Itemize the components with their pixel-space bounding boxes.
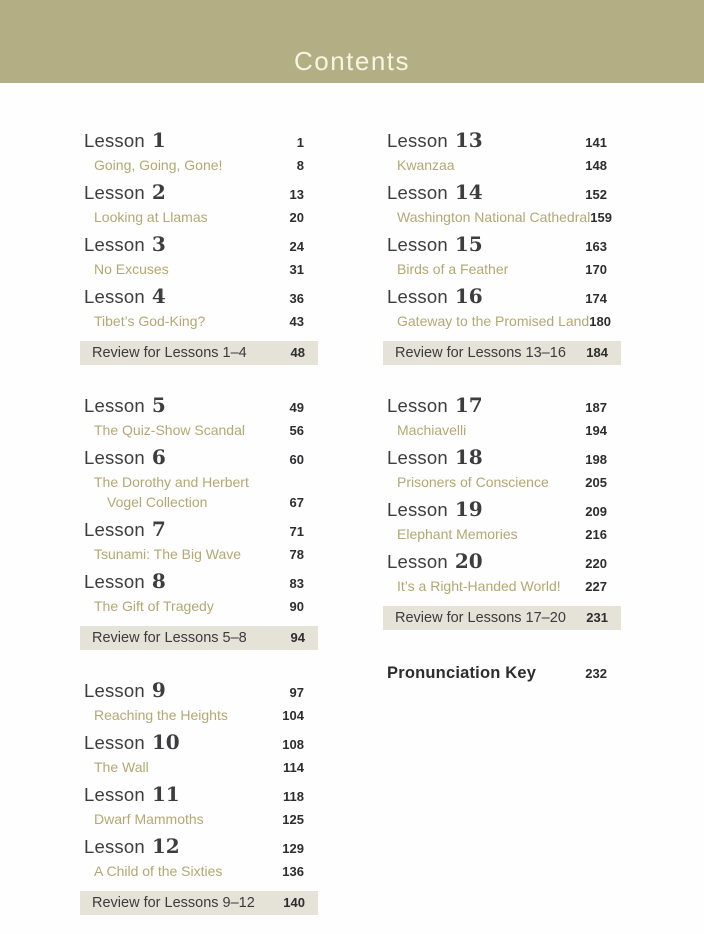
lesson-heading-row (80, 730, 318, 757)
lesson-page-number: 1 (296, 135, 304, 150)
lesson-number: 10 (151, 730, 180, 754)
lesson-subtitle-row (383, 420, 621, 441)
lesson-subtitle-row (80, 472, 318, 492)
review-page-number: 48 (290, 345, 305, 360)
toc-lesson-entry (383, 128, 621, 176)
review-label: Review for Lessons 5–8 (92, 630, 247, 646)
lesson-number: 14 (454, 180, 483, 204)
subtitle-page-number: 227 (585, 579, 607, 594)
lesson-title (387, 232, 483, 259)
lesson-title (84, 393, 166, 420)
review-label: Review for Lessons 13–16 (395, 345, 566, 361)
lesson-heading-row (383, 445, 621, 472)
lesson-page-number: 24 (289, 239, 304, 254)
subtitle-page-number: 170 (585, 262, 607, 277)
lesson-subtitle-row (383, 576, 621, 597)
lesson-number: 2 (151, 180, 166, 204)
lesson-subtitle-row (383, 259, 621, 280)
lesson-heading-row (383, 284, 621, 311)
lesson-title (387, 497, 483, 524)
review-bar (80, 891, 318, 915)
lesson-page-number: 152 (585, 187, 607, 202)
lesson-page-number: 60 (289, 452, 304, 467)
lesson-heading-row (80, 393, 318, 420)
lesson-title (84, 569, 166, 596)
lesson-heading-row (80, 834, 318, 861)
toc-lesson-entry (80, 834, 318, 882)
lesson-heading-row (383, 497, 621, 524)
lesson-subtitle-row (80, 809, 318, 830)
lesson-label: Lesson (84, 732, 145, 753)
subtitle-page-number: 8 (296, 158, 304, 173)
pronunciation-key-row (383, 662, 621, 685)
subtitle-page-number: 56 (289, 423, 304, 438)
lesson-subtitle: Dwarf Mammoths (94, 811, 204, 827)
lesson-title (84, 782, 180, 809)
toc-lesson-entry (383, 232, 621, 280)
lesson-subtitle-row (383, 155, 621, 176)
lesson-page-number: 174 (585, 291, 607, 306)
lesson-subtitle: Kwanzaa (397, 157, 455, 173)
lesson-label: Lesson (387, 130, 448, 151)
lesson-label: Lesson (387, 286, 448, 307)
toc-lesson-entry (80, 569, 318, 617)
lesson-heading-row (80, 284, 318, 311)
subtitle-page-number: 67 (289, 495, 304, 510)
lesson-title (84, 128, 166, 155)
lesson-label: Lesson (84, 519, 145, 540)
lesson-subtitle: The Quiz-Show Scandal (94, 422, 245, 438)
toc-lesson-entry (383, 393, 621, 441)
lesson-heading-row (80, 445, 318, 472)
toc-lesson-entry (80, 678, 318, 726)
review-bar (383, 606, 621, 630)
pronunciation-key-page-number: 232 (585, 666, 607, 681)
review-page-number: 231 (586, 610, 608, 625)
lesson-heading-row (80, 569, 318, 596)
lesson-number: 19 (454, 497, 483, 521)
lesson-number: 4 (151, 284, 166, 308)
review-label: Review for Lessons 17–20 (395, 610, 566, 626)
lesson-number: 15 (454, 232, 483, 256)
lesson-page-number: 198 (585, 452, 607, 467)
subtitle-page-number: 125 (282, 812, 304, 827)
lesson-heading-row (80, 517, 318, 544)
lesson-label: Lesson (387, 499, 448, 520)
toc-lesson-entry (383, 180, 621, 228)
lesson-label: Lesson (84, 234, 145, 255)
toc-lesson-entry (80, 782, 318, 830)
lesson-title (84, 678, 166, 705)
subtitle-page-number: 78 (289, 547, 304, 562)
lesson-title (387, 445, 483, 472)
lesson-label: Lesson (84, 680, 145, 701)
lesson-label: Lesson (84, 836, 145, 857)
subtitle-page-number: 205 (585, 475, 607, 490)
review-bar (80, 626, 318, 650)
pronunciation-key-label: Pronunciation Key (387, 664, 537, 682)
lesson-number: 18 (454, 445, 483, 469)
lesson-number: 3 (151, 232, 166, 256)
lesson-title (84, 834, 180, 861)
subtitle-page-number: 148 (585, 158, 607, 173)
lesson-number: 9 (151, 678, 166, 702)
lesson-subtitle: Looking at Llamas (94, 209, 208, 225)
lesson-heading-row (80, 678, 318, 705)
lesson-subtitle-row (80, 757, 318, 778)
lesson-title (387, 128, 483, 155)
lesson-subtitle: The Dorothy and Herbert (94, 474, 249, 490)
lesson-page-number: 141 (585, 135, 607, 150)
lesson-title (84, 517, 166, 544)
lesson-number: 20 (454, 549, 483, 573)
page-title: Contents (293, 46, 411, 76)
lesson-subtitle: A Child of the Sixties (94, 863, 223, 879)
toc-column-left (80, 128, 318, 934)
toc-lesson-entry (80, 232, 318, 280)
lesson-heading-row (80, 782, 318, 809)
subtitle-page-number: 194 (585, 423, 607, 438)
lesson-label: Lesson (387, 551, 448, 572)
lesson-subtitle-row (80, 311, 318, 332)
lesson-subtitle-row (80, 861, 318, 882)
lesson-heading-row (383, 128, 621, 155)
review-bar (383, 341, 621, 365)
lesson-number: 5 (151, 393, 166, 417)
lesson-subtitle: Tibet’s God-King? (94, 313, 206, 329)
toc-lesson-entry (80, 393, 318, 441)
lesson-subtitle-row (383, 207, 621, 228)
lesson-title (387, 549, 483, 576)
lesson-title (84, 284, 166, 311)
lesson-number: 16 (454, 284, 483, 308)
lesson-heading-row (80, 180, 318, 207)
lesson-heading-row (383, 232, 621, 259)
lesson-label: Lesson (84, 571, 145, 592)
lesson-subtitle: Birds of a Feather (397, 261, 509, 277)
lesson-heading-row (80, 232, 318, 259)
subtitle-page-number: 90 (289, 599, 304, 614)
lesson-title (387, 284, 483, 311)
toc-lesson-entry (80, 517, 318, 565)
lesson-page-number: 71 (289, 524, 304, 539)
lesson-number: 7 (151, 517, 166, 541)
lesson-subtitle: Going, Going, Gone! (94, 157, 223, 173)
lesson-label: Lesson (387, 395, 448, 416)
lesson-label: Lesson (84, 447, 145, 468)
lesson-subtitle-row (80, 544, 318, 565)
lesson-page-number: 108 (282, 737, 304, 752)
toc-lesson-entry (383, 497, 621, 545)
toc-lesson-entry (80, 128, 318, 176)
lesson-label: Lesson (84, 182, 145, 203)
subtitle-page-number: 31 (289, 262, 304, 277)
review-label: Review for Lessons 1–4 (92, 345, 247, 361)
lesson-label: Lesson (84, 130, 145, 151)
lesson-subtitle-row (80, 207, 318, 228)
lesson-subtitle: The Gift of Tragedy (94, 598, 214, 614)
lesson-page-number: 13 (289, 187, 304, 202)
lesson-heading-row (383, 549, 621, 576)
subtitle-page-number: 136 (282, 864, 304, 879)
toc-lesson-entry (383, 284, 621, 332)
toc-column-right (383, 128, 621, 685)
lesson-subtitle-row (80, 596, 318, 617)
toc-lesson-entry (80, 730, 318, 778)
lesson-number: 8 (151, 569, 166, 593)
lesson-subtitle-row (383, 524, 621, 545)
lesson-title (84, 180, 166, 207)
lesson-subtitle-row (80, 155, 318, 176)
contents-header-band (0, 0, 704, 83)
toc-lesson-entry (80, 180, 318, 228)
lesson-label: Lesson (84, 395, 145, 416)
lesson-title (84, 445, 166, 472)
lesson-page-number: 129 (282, 841, 304, 856)
lesson-subtitle: Reaching the Heights (94, 707, 228, 723)
lesson-title (84, 730, 180, 757)
lesson-title (387, 180, 483, 207)
lesson-number: 17 (454, 393, 483, 417)
lesson-heading-row (80, 128, 318, 155)
lesson-number: 13 (454, 128, 483, 152)
review-page-number: 184 (586, 345, 608, 360)
lesson-subtitle: Tsunami: The Big Wave (94, 546, 242, 562)
lesson-subtitle-row (80, 705, 318, 726)
review-page-number: 140 (283, 895, 305, 910)
lesson-label: Lesson (84, 784, 145, 805)
lesson-number: 11 (151, 782, 180, 806)
subtitle-page-number: 20 (289, 210, 304, 225)
lesson-page-number: 163 (585, 239, 607, 254)
toc-lesson-entry (80, 445, 318, 513)
lesson-subtitle-row (80, 420, 318, 441)
lesson-subtitle-row (383, 472, 621, 493)
lesson-subtitle-row (80, 259, 318, 280)
lesson-label: Lesson (387, 182, 448, 203)
lesson-page-number: 118 (283, 789, 304, 804)
lesson-subtitle-row (383, 311, 621, 332)
review-label: Review for Lessons 9–12 (92, 895, 255, 911)
lesson-subtitle: Prisoners of Conscience (397, 474, 549, 490)
review-page-number: 94 (290, 630, 305, 645)
lesson-number: 1 (151, 128, 166, 152)
lesson-heading-row (383, 180, 621, 207)
lesson-number: 6 (151, 445, 166, 469)
lesson-page-number: 97 (289, 685, 304, 700)
lesson-heading-row (383, 393, 621, 420)
subtitle-page-number: 43 (289, 314, 304, 329)
review-bar (80, 341, 318, 365)
lesson-page-number: 209 (585, 504, 607, 519)
lesson-subtitle-row (80, 492, 318, 513)
lesson-page-number: 49 (289, 400, 304, 415)
subtitle-page-number: 114 (283, 760, 304, 775)
lesson-page-number: 187 (585, 400, 607, 415)
lesson-subtitle: Machiavelli (397, 422, 467, 438)
lesson-page-number: 36 (289, 291, 304, 306)
lesson-label: Lesson (387, 234, 448, 255)
lesson-subtitle: Elephant Memories (397, 526, 518, 542)
toc-lesson-entry (80, 284, 318, 332)
lesson-page-number: 220 (585, 556, 607, 571)
lesson-label: Lesson (387, 447, 448, 468)
lesson-subtitle: Gateway to the Promised Land (397, 313, 590, 329)
lesson-subtitle: No Excuses (94, 261, 169, 277)
subtitle-page-number: 159 (590, 210, 612, 225)
lesson-subtitle: It’s a Right-Handed World! (397, 578, 561, 594)
subtitle-page-number: 104 (282, 708, 304, 723)
toc-lesson-entry (383, 549, 621, 597)
lesson-label: Lesson (84, 286, 145, 307)
subtitle-page-number: 180 (589, 314, 611, 329)
lesson-title (84, 232, 166, 259)
lesson-subtitle: The Wall (94, 759, 149, 775)
subtitle-page-number: 216 (585, 527, 607, 542)
lesson-page-number: 83 (289, 576, 304, 591)
lesson-subtitle: Vogel Collection (107, 494, 208, 510)
lesson-title (387, 393, 483, 420)
lesson-subtitle: Washington National Cathedral (397, 209, 591, 225)
lesson-number: 12 (151, 834, 180, 858)
toc-lesson-entry (383, 445, 621, 493)
